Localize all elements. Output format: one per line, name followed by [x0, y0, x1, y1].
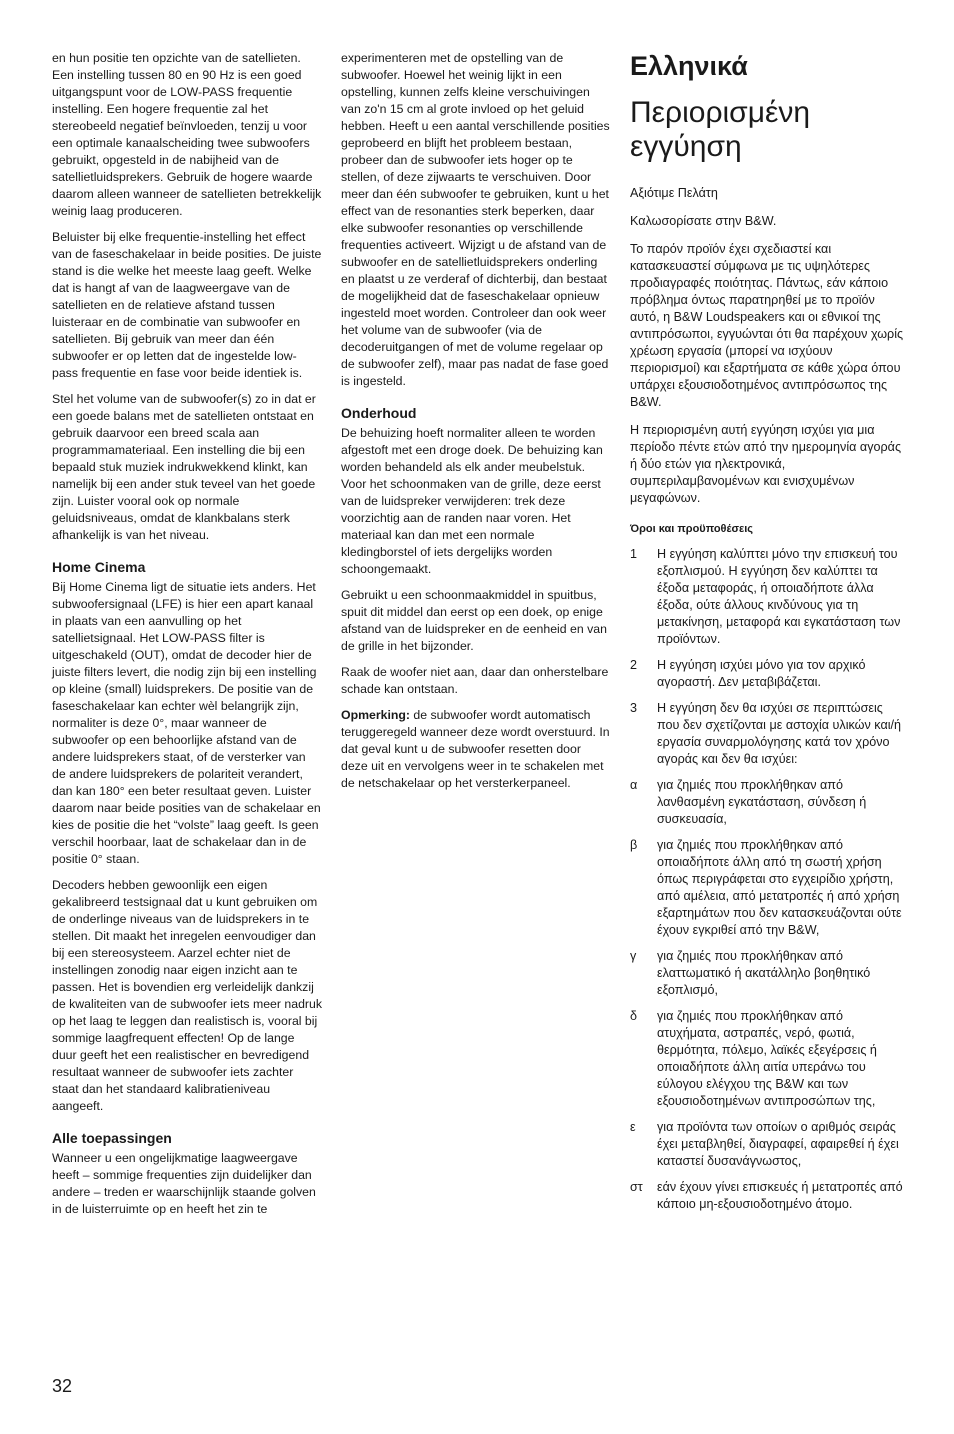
paragraph: Decoders hebben gewoonlijk een eigen gekalibreerd testsignaal dat u kunt gebruiken om de onderlinge niveaus van de luidsprekers in te stellen. Dit maakt het inregelen eenvoudiger dan bij een stereosysteem. Aarzel echter niet de instellingen zonodig naar eigen inzicht aan te passen. Het is bovendien erg verleidelijk dankzij de kwaliteiten van de subwoofer iets meer nadruk op het laag te leggen dan realistisch is, vooral bij sommige laagfrequent effecten! Op de lange duur geeft het een realistischer en bevredigend resultaat wanneer de subwoofer iets zachter staat dan het standaard kalibratieniveau aangeeft. [52, 878, 322, 1113]
salutation: Αξιότιμε Πελάτη [630, 186, 718, 200]
list-item [630, 546, 905, 648]
welcome-line: Καλωσορίσατε στην B&W. [630, 214, 777, 228]
list-item [630, 777, 905, 828]
warranty-title: Περιορισμένη εγγύηση [630, 96, 811, 163]
list-item-text: για προϊόντα των οποίων ο αριθμός σειράς έχει μεταβληθεί, διαγραφεί, αφαιρεθεί ή έχει καταστεί δυσανάγνωστος, [657, 1120, 899, 1168]
list-item [630, 948, 905, 999]
paragraph: Wanneer u een ongelijkmatige laagweergave heeft – sommige frequenties zijn duidelijker dan andere – treden er waarschijnlijk staande golven in de luisterruimte op en heeft het zin te [52, 1151, 316, 1216]
paragraph: De behuizing hoeft normaliter alleen te worden afgestoft met een droge doek. De behuizing kan worden behandeld als elk ander meubelstuk. Voor het schoonmaken van de grille, deze eerst van de luidspreker verwijderen: trek deze voorzichtig aan de randen naar voren. Het materiaal kan dan met een normale kledingborstel of iets dergelijks worden schoongemaakt. [341, 426, 603, 576]
list-item-text: Η εγγύηση καλύπτει μόνο την επισκευή του εξοπλισμού. Η εγγύηση δεν καλύπτει τα έξοδα μεταφοράς, ή οποιαδήποτε άλλα έξοδα, ούτε άλλους κινδύνους για τη μετακίνηση, μεταφορά και εγκατάσταση των προϊόντων. [657, 547, 901, 646]
paragraph: Beluister bij elke frequentie-instelling het effect van de faseschakelaar in beide posities. De juiste stand is die welke het meeste laag geeft. Welke dat is hangt af van de laagweergave van de satellieten en de relatieve afstand tussen luisteraar en de combinatie van subwoofer en satellieten. Bij gebruik van meer dan één subwoofer er op letten dat de ingestelde low-pass frequentie en fase voor beide identiek is. [52, 230, 322, 380]
list-item-number: γ [630, 949, 637, 963]
paragraph: Raak de woofer niet aan, daar dan onherstelbare schade kan ontstaan. [341, 665, 609, 696]
paragraph: Η περιορισμένη αυτή εγγύηση ισχύει για μια περίοδο πέντε ετών από την ημερομηνία αγοράς ή δύο ετών για ηλεκτρονικά, συμπεριλαμβανομένων και ενισχυμένων μεγαφώνων. [630, 423, 902, 505]
list-item-text: για ζημιές που προκλήθηκαν από οποιαδήποτε άλλη από τη σωστή χρήση όπως περιγράφεται στο εγχειρίδιο χρήστη, από αμέλεια, από μετατροπές ή από χρήση εξαρτημάτων που δεν κατασκευάζονται ούτε έχουν εγκριθεί από την B&W, [657, 838, 902, 937]
terms-heading: Όροι και προϋποθέσεις [630, 523, 753, 535]
paragraph: Το παρόν προϊόν έχει σχεδιαστεί και κατασκευαστεί σύμφωνα με τις υψηλότερες προδιαγραφές ποιότητας. Πάντως, εάν κάποιο πρόβλημα όντως παρατηρηθεί με το προϊόν αυτό, η B&W Loudspeakers και οι εθνικοί της αντιπρόσωποι, εγγυώνται ότι θα παρέχουν χωρίς χρέωση εργασία (μπορεί να ισχύουν περιορισμοί) και εξαρτήματα σε κάθε χώρα όπου υπάρχει εξουσιοδοτημένος αντιπρόσωπος της B&W. [630, 242, 904, 409]
list-item-number: 2 [630, 658, 638, 672]
column-left [52, 50, 322, 1227]
list-item-text: Η εγγύηση ισχύει μόνο για τον αρχικό αγοραστή. Δεν μεταβιβάζεται. [657, 658, 866, 689]
paragraph: Stel het volume van de subwoofer(s) zo in dat er een goede balans met de satellieten ontstaat en gebruik daarvoor een breed scala aan programmamateriaal. Een instelling die bij een bepaald stuk muziek indrukwekkend klinkt, kan namelijk bij een ander stuk teveel van het goede zijn. Luister vooral ook op normale geluidsniveaus, omdat de klankbalans sterk afhankelijk is van het niveau. [52, 392, 316, 542]
list-item [630, 657, 905, 691]
paragraph: experimenteren met de opstelling van de subwoofer. Hoewel het weinig lijkt in een opstelling, kunnen zelfs kleine verschuivingen van zo'n 15 cm al grote invloed op het geluid hebben. Heeft u een aantal verschillende posities geprobeerd en blijft het probleem bestaan, probeer dan de subwoofer iets hoger op te stellen, of deze zijwaarts te verschuiven. Door meer dan één subwoofer te gebruiken, kunt u het effect van de resonanties sterk beperken, daar elke subwoofer resonanties op verschillende frequenties activeert. Wijzigt u de afstand van de subwoofer en de satellietluidsprekers onderling en plaatst u ze verderaf of dichterbij, dan bestaat de mogelijkheid dat de faseschakelaar opnieuw ingesteld moet worden. Controleer dan ook weer het volume van de subwoofer (via de decoderuitgangen of met de volume regelaar op de subwoofer zelf), maar pas nadat de fase goed is ingesteld. [341, 51, 610, 388]
list-item [630, 837, 905, 939]
list-item-number: 3 [630, 701, 638, 715]
list-item-number: α [630, 778, 638, 792]
list-item [630, 1119, 905, 1170]
page-number: 32 [52, 1376, 73, 1396]
list-item-number: στ [630, 1180, 643, 1194]
section-heading-alle-toepassingen: Alle toepassingen [52, 1130, 172, 1146]
section-heading-home-cinema: Home Cinema [52, 559, 146, 575]
list-item-text: Η εγγύηση δεν θα ισχύει σε περιπτώσεις που δεν σχετίζονται με αστοχία υλικών και/ή εργασία συναρμολόγησης κατά τον χρόνο αγοράς και δεν θα ισχύει: [657, 701, 902, 766]
list-item-text: για ζημιές που προκλήθηκαν από ελαττωματικό ή ακατάλληλο βοηθητικό εξοπλισμό, [657, 949, 871, 997]
list-item-text: για ζημιές που προκλήθηκαν από ατυχήματα, αστραπές, νερό, φωτιά, θερμότητα, πόλεμο, λαϊκές εξεγέρσεις ή οποιαδήποτε άλλη αιτία υπεράνω του εύλογου ελέγχου της B&W και των εξουσιοδοτημένων αντιπροσώπων της, [657, 1009, 877, 1108]
paragraph: Bij Home Cinema ligt de situatie iets anders. Het subwoofersignaal (LFE) is hier een apart kanaal in plaats van een aanvulling op het satellietsignaal. Het LOW-PASS filter is uitgeschakeld (OUT), omdat de decoder hier de juiste filters levert, die nodig zijn bij een instelling op kleine (small) luidsprekers. De positie van de faseschakelaar kan echter wèl belangrijk zijn, normaliter is deze 0°, maar wanneer de subwoofer op een behoorlijke afstand van de andere luidsprekers staat, of de versterker van de andere luidsprekers de polariteit verandert, dan kan 180° een beter resultaat geven. Luister daarom naar beide posities van de schakelaar en kies de positie die het “volste” laag geeft. Is geen verschil hoorbaar, laat de schakelaar dan in de positie 0° staan. [52, 580, 321, 866]
list-item [630, 1008, 905, 1110]
note-paragraph [341, 707, 611, 792]
language-title: Ελληνικά [630, 51, 748, 81]
list-item [630, 700, 905, 768]
list-item-text: για ζημιές που προκλήθηκαν από λανθασμένη εγκατάσταση, σύνδεση ή συσκευασία, [657, 778, 867, 826]
list-item-number: β [630, 838, 638, 852]
section-heading-onderhoud: Onderhoud [341, 405, 417, 421]
list-item [630, 1179, 905, 1213]
list-item-number: 1 [630, 547, 638, 561]
list-item-text: εάν έχουν γίνει επισκευές ή μετατροπές από κάποιο μη-εξουσιοδοτημένο άτομο. [657, 1180, 903, 1211]
paragraph: Gebruikt u een schoonmaakmiddel in spuitbus, spuit dit middel dan eerst op een doek, op enige afstand van de luidspreker en de eenheid en van de grille in het bijzonder. [341, 588, 607, 653]
list-item-number: ε [630, 1120, 636, 1134]
list-item-number: δ [630, 1009, 638, 1023]
paragraph: en hun positie ten opzichte van de satellieten. Een instelling tussen 80 en 90 Hz is een goed uitgangspunt voor de LOW-PASS frequentie instelling. Een hogere frequentie zal het stereobeeld negatief beïnvloeden, tenzij u voor een optimale kanaalscheiding twee subwoofers gebruikt, opgesteld in de nabijheid van de satellietluidsprekers. Gebruik de hogere waarde daarom alleen wanneer de satellieten betrekkelijk weinig laag produceren. [52, 51, 322, 218]
column-right [630, 50, 905, 1222]
note-text: de subwoofer wordt automatisch teruggeregeld wanneer deze wordt overstuurd. In dat geval kunt u de subwoofer resetten door deze uit en vervolgens weer in te schakelen met de netschakelaar op het versterkerpaneel. [341, 708, 610, 790]
note-label: Opmerking: [341, 708, 411, 722]
column-middle [341, 50, 611, 801]
